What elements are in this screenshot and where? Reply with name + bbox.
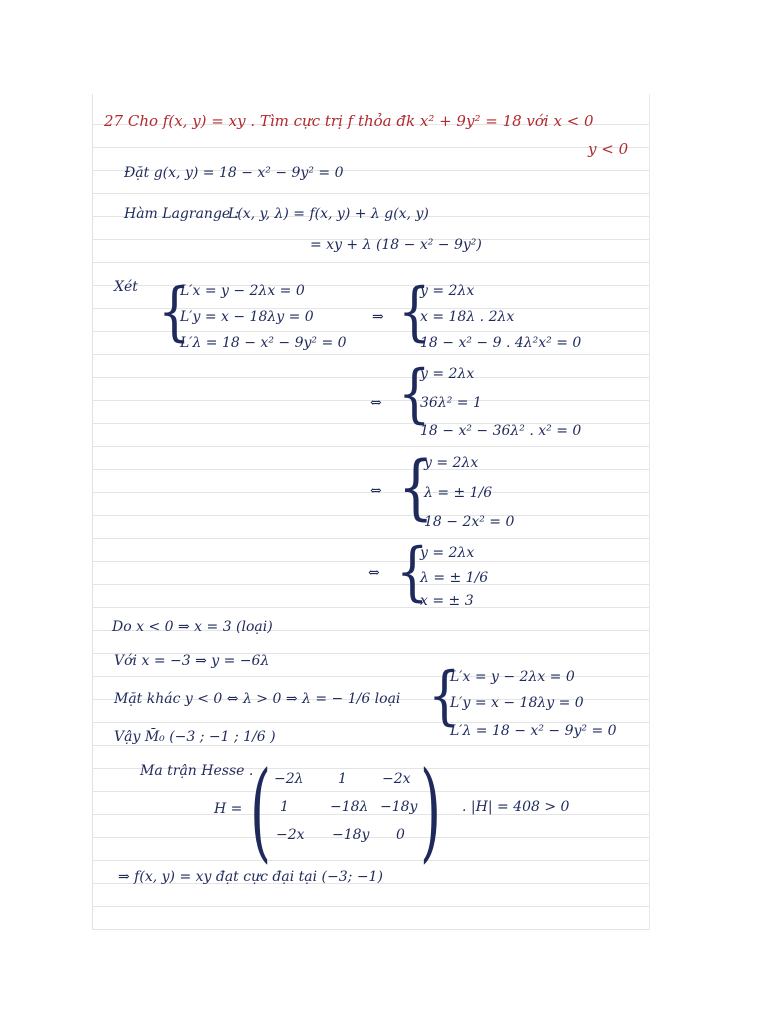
sys1-eq3: L′λ = 18 − x² − 9y² = 0 [180,335,347,351]
sys6-eq2: L′y = x − 18λy = 0 [450,695,584,711]
matrix-cell-r1c1: −2λ [274,771,304,787]
matrix-right-paren: ) [420,749,442,874]
brace-sys6: { [428,659,461,733]
equiv-arrow-2: ⇔ [370,483,382,499]
sys2-eq1: y = 2λx [420,283,475,299]
sys1-eq1: L′x = y − 2λx = 0 [180,283,305,299]
brace-sys5: { [396,535,429,609]
sys1-eq2: L′y = x − 18λy = 0 [180,309,314,325]
sys5-eq3: x = ± 3 [420,593,474,609]
matrix-cell-r1c2: 1 [338,771,347,787]
sys2-eq2: x = 18λ . 2λx [420,309,515,325]
matrix-cell-r3c3: 0 [396,827,405,843]
problem-condition-y: y < 0 [588,140,629,158]
do-line: Do x < 0 ⇒ x = 3 (loại) [112,619,273,635]
sys3-eq3: 18 − x² − 36λ² . x² = 0 [420,423,582,439]
conclusion-line: ⇒ f(x, y) = xy đạt cực đại tại (−3; −1) [118,869,383,885]
sys6-eq3: L′λ = 18 − x² − 9y² = 0 [450,723,617,739]
sys5-eq1: y = 2λx [420,545,475,561]
brace-sys2: { [398,275,431,349]
g-definition: Đặt g(x, y) = 18 − x² − 9y² = 0 [124,165,344,181]
sys3-eq1: y = 2λx [420,366,475,382]
sys2-eq3: 18 − x² − 9 . 4λ²x² = 0 [420,335,582,351]
voi-line: Với x = −3 ⇒ y = −6λ [114,653,270,669]
matrix-cell-r3c1: −2x [276,827,305,843]
lagrange-expansion: = xy + λ (18 − x² − 9y²) [310,237,482,253]
brace-sys3: { [398,357,431,431]
equiv-arrow-1: ⇔ [370,395,382,411]
lagrange-label: Hàm Lagrange : [124,206,240,222]
equiv-arrow-3: ⇔ [368,565,380,581]
sys6-eq1: L′x = y − 2λx = 0 [450,669,575,685]
lagrange-expression: L(x, y, λ) = f(x, y) + λ g(x, y) [228,206,429,222]
sys4-eq2: λ = ± 1/6 [424,485,493,501]
h-equals: H = [214,801,243,817]
brace-sys4: { [398,446,434,528]
sys4-eq3: 18 − 2x² = 0 [424,514,515,530]
matrix-cell-r2c3: −18y [380,799,418,815]
brace-sys1: { [158,275,191,349]
matrix-cell-r1c3: −2x [382,771,411,787]
vay-line: Vậy M̄₀ (−3 ; −1 ; 1/6 ) [114,729,276,745]
matrix-left-paren: ( [250,749,272,874]
problem-heading: 27 Cho f(x, y) = xy . Tìm cực trị f thỏa đk x² + 9y² = 18 với x < 0 [104,112,594,130]
matrix-cell-r2c2: −18λ [330,799,369,815]
matrix-cell-r2c1: 1 [280,799,289,815]
hesse-label: Ma trận Hesse . [140,763,254,779]
mat-khac-line: Mặt khác y < 0 ⇔ λ > 0 ⇒ λ = − 1/6 loại [114,691,401,707]
sys3-eq2: 36λ² = 1 [420,395,482,411]
hesse-determinant: . |H| = 408 > 0 [462,799,570,815]
implies-arrow: ⇒ [372,309,384,325]
sys5-eq2: λ = ± 1/6 [420,570,489,586]
sys4-eq1: y = 2λx [424,455,479,471]
xet-label: Xét [114,279,138,295]
matrix-cell-r3c2: −18y [332,827,370,843]
